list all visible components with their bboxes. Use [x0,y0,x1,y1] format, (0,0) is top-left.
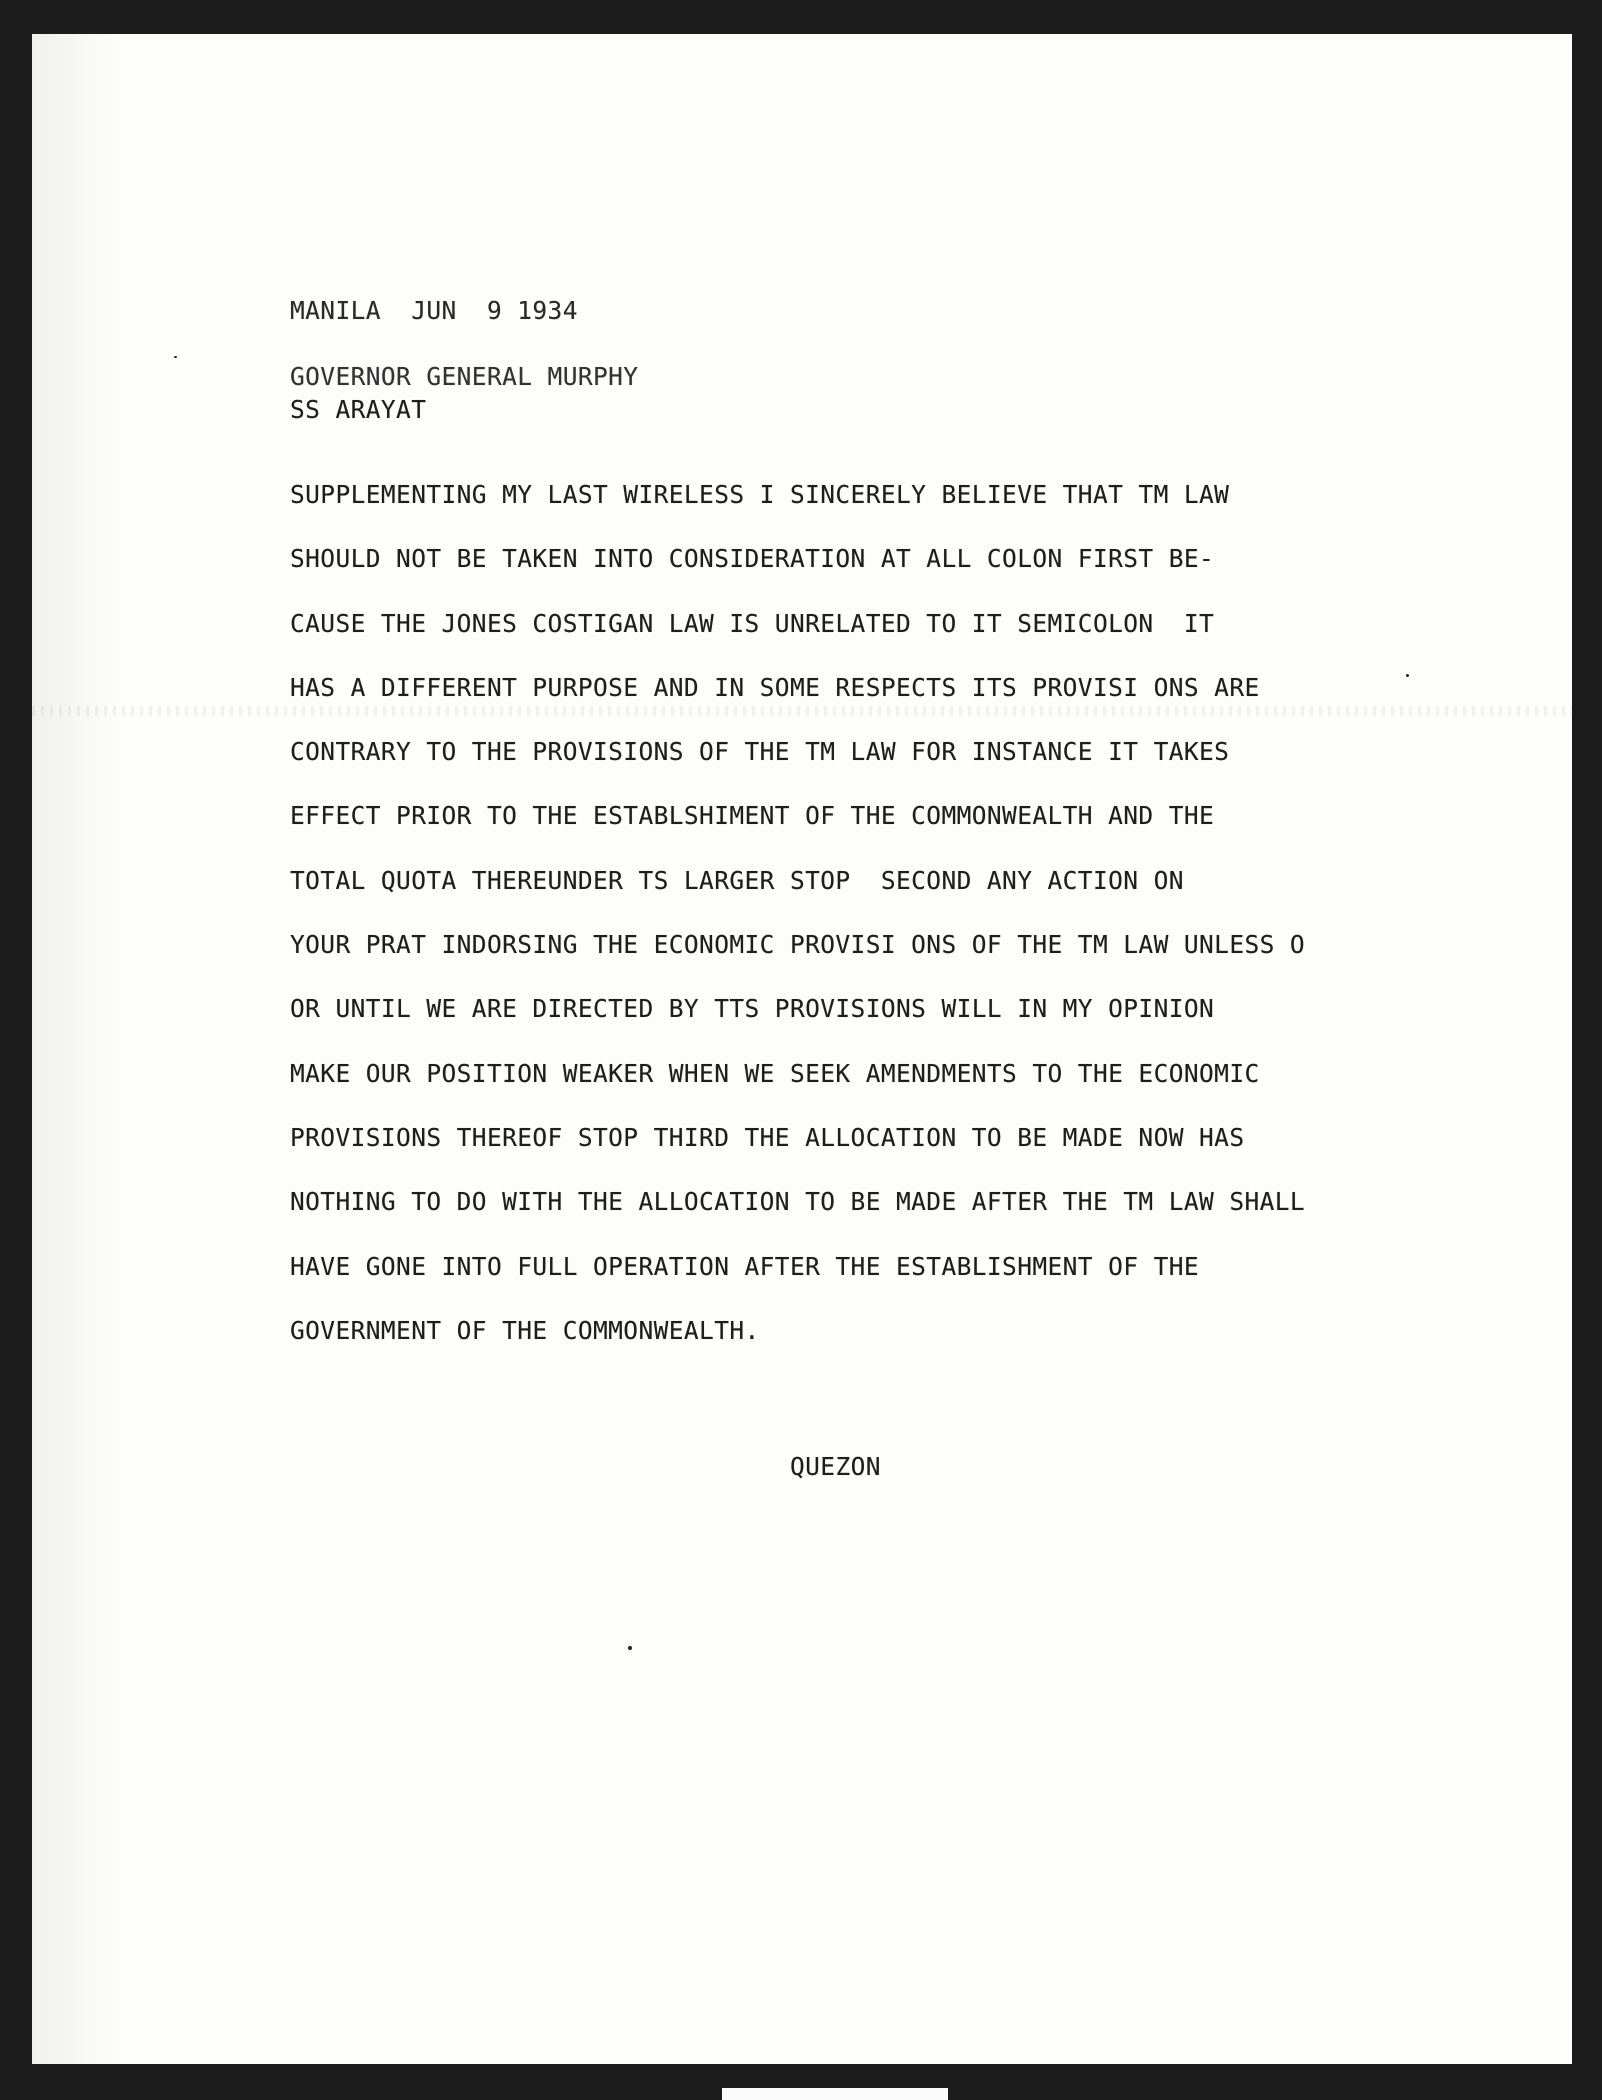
body-line: HAS A DIFFERENT PURPOSE AND IN SOME RESPECTS ITS PROVISI ONS ARE [290,672,1260,702]
body-line: CAUSE THE JONES COSTIGAN LAW IS UNRELATED TO IT SEMICOLON IT [290,608,1215,638]
body-line: TOTAL QUOTA THEREUNDER TS LARGER STOP SECOND ANY ACTION ON [290,865,1184,895]
message-body [290,480,1430,1380]
scan-label-tab [722,2088,948,2100]
body-line: OR UNTIL WE ARE DIRECTED BY TTS PROVISIONS WILL IN MY OPINION [290,994,1215,1024]
body-line: GOVERNMENT OF THE COMMONWEALTH. [290,1315,760,1345]
ink-speck [628,1646,632,1650]
body-line: SHOULD NOT BE TAKEN INTO CONSIDERATION AT ALL COLON FIRST BE- [290,544,1215,574]
dateline: MANILA JUN 9 1934 [290,296,578,325]
body-line: PROVISIONS THEREOF STOP THIRD THE ALLOCATION TO BE MADE NOW HAS [290,1122,1245,1152]
body-line: MAKE OUR POSITION WEAKER WHEN WE SEEK AMENDMENTS TO THE ECONOMIC [290,1058,1260,1088]
body-line: SUPPLEMENTING MY LAST WIRELESS I SINCERELY BELIEVE THAT TM LAW [290,480,1230,509]
addressee-location: SS ARAYAT [290,395,427,424]
body-line: EFFECT PRIOR TO THE ESTABLSHIMENT OF THE COMMONWEALTH AND THE [290,801,1215,831]
addressee-name: GOVERNOR GENERAL MURPHY [290,362,639,391]
body-line: NOTHING TO DO WITH THE ALLOCATION TO BE MADE AFTER THE TM LAW SHALL [290,1187,1306,1217]
signature: QUEZON [790,1452,881,1481]
scan-edge-shadow [32,34,122,2064]
body-line: CONTRARY TO THE PROVISIONS OF THE TM LAW FOR INSTANCE IT TAKES [290,737,1230,767]
ink-speck [174,356,177,358]
body-line: HAVE GONE INTO FULL OPERATION AFTER THE ESTABLISHMENT OF THE [290,1251,1200,1281]
body-line: YOUR PRAT INDORSING THE ECONOMIC PROVISI ONS OF THE TM LAW UNLESS O [290,930,1306,960]
ink-speck [1406,674,1409,677]
telegram-page [32,34,1572,2064]
